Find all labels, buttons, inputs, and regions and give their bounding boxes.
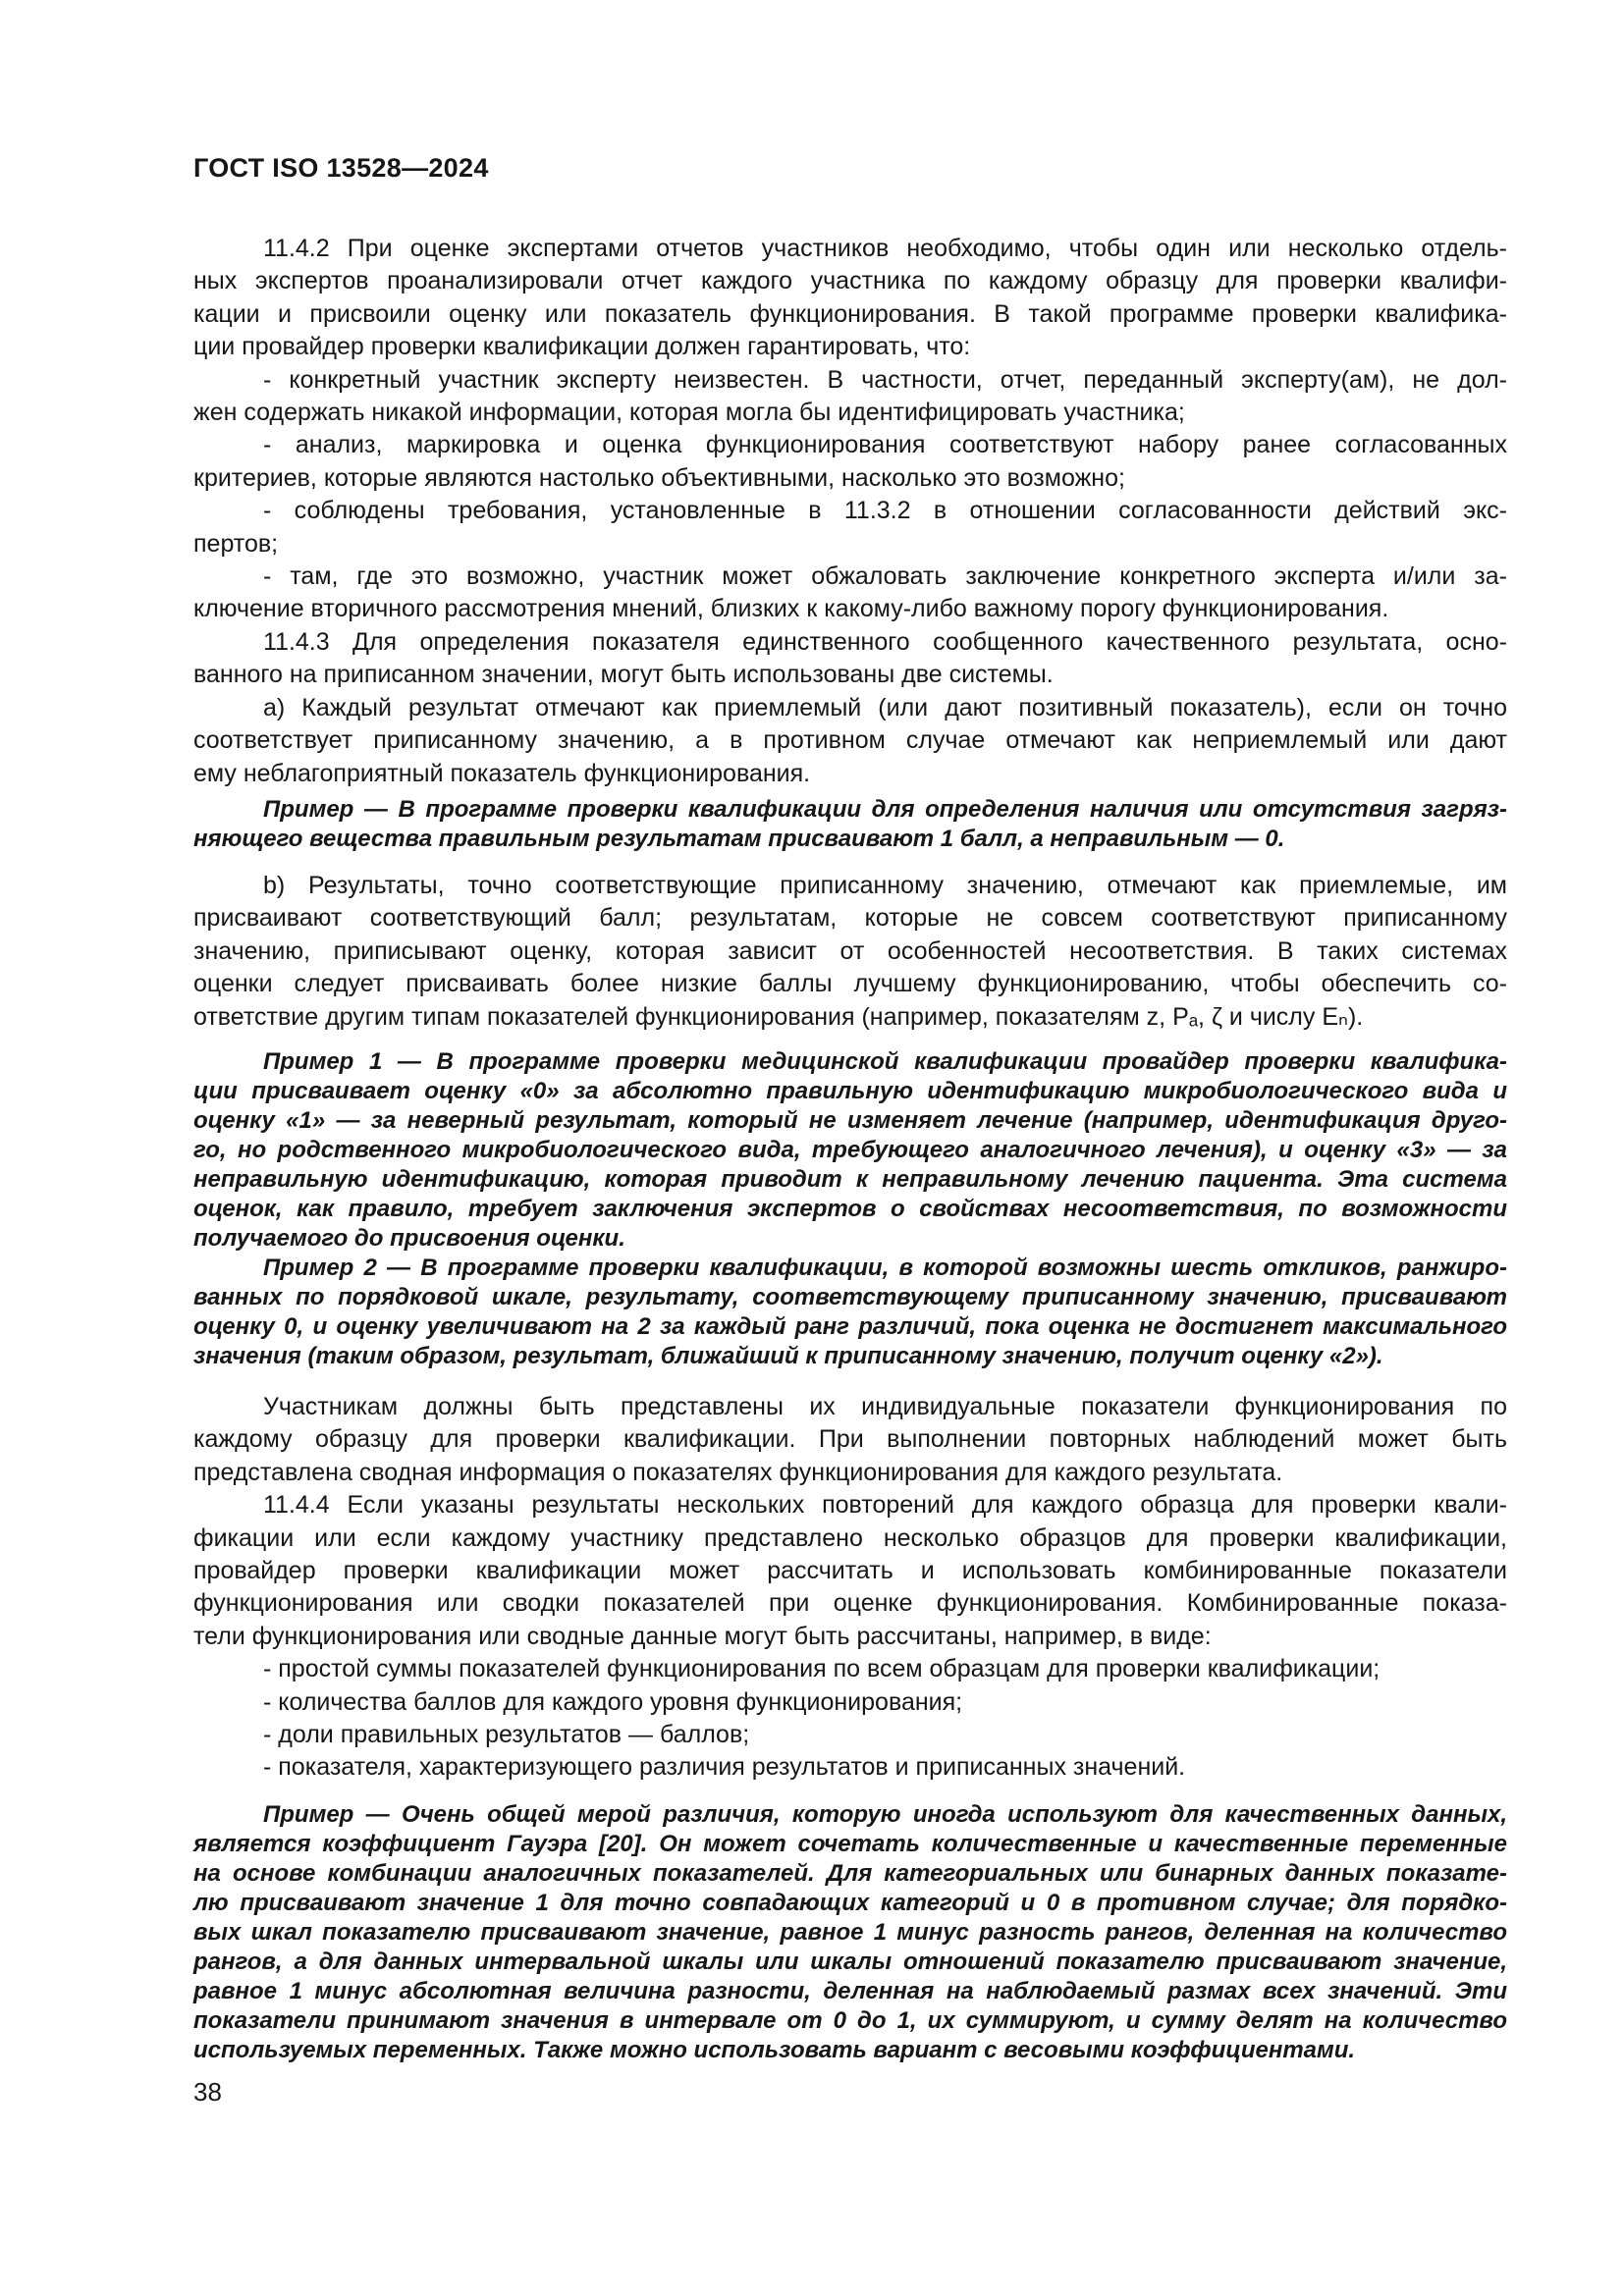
text-line: - конкретный участник эксперту неизвестен. В частности, отчет, переданный эксперту(ам), не дол- (263, 365, 1507, 394)
text-line: рангов, а для данных интервальной шкалы или шкалы отношений показателю присваивают значение, (193, 1948, 1507, 1975)
item-requirements-11-3-2 (193, 495, 1507, 561)
item-b (193, 870, 1507, 1034)
text-line: Пример — Очень общей мерой различия, которую иногда используют для качественных данных, (263, 1800, 1507, 1828)
text-line: 11.4.3 Для определения показателя единственного сообщенного качественного результата, осно- (263, 627, 1507, 656)
text-line: оценку «1» — за неверный результат, который не изменяет лечение (например, идентификация друго- (193, 1106, 1507, 1134)
text-line: провайдер проверки квалификации может рассчитать и использовать комбинированные показатели (193, 1556, 1507, 1584)
text-line: 11.4.4 Если указаны результаты нескольких повторений для каждого образца для проверки квали- (263, 1491, 1507, 1520)
text-line: оценки следует присваивать более низкие баллы лучшему функционированию, чтобы обеспечить со- (193, 970, 1507, 998)
text-line: Пример — В программе проверки квалификации для определения наличия или отсутствия загряз- (263, 795, 1507, 823)
text-line: b) Результаты, точно соответствующие приписанному значению, отмечают как приемлемые, им (263, 871, 1507, 899)
item-difference-indicator (193, 1751, 1507, 1784)
text-line: лю присваивают значение 1 для точно совпадающих категорий и 0 в противном случае; для порядко- (193, 1889, 1507, 1916)
text-line: ванных по порядковой шкале, результату, соответствующему приписанному значению, присваивают (193, 1283, 1507, 1310)
text-line: ции провайдер проверки квалификации должен гарантировать, что: (193, 333, 971, 361)
text-line: функционирования или сводки показателей при оценке функционирования. Комбинированные показа- (193, 1589, 1507, 1618)
example-1 (193, 1047, 1507, 1254)
item-sum (193, 1653, 1507, 1685)
example-2 (193, 1254, 1507, 1371)
example-a (193, 795, 1507, 854)
text-line: является коэффициент Гауэра [20]. Он может сочетать количественные и качественные переменные (193, 1830, 1507, 1857)
text-line: соответствует приписанному значению, а в противном случае отмечают как неприемлемый или дают (193, 726, 1507, 755)
text-line: a) Каждый результат отмечают как приемлемый (или дают позитивный показатель), если он точно (263, 693, 1507, 721)
text-line: - количества баллов для каждого уровня функционирования; (263, 1687, 963, 1716)
text-line: оценку 0, и оценку увеличивают на 2 за каждый ранг различий, пока оценка не достигнет максимального (193, 1312, 1507, 1340)
text-line: Пример 2 — В программе проверки квалификации, в которой возможны шесть откликов, ранжиро- (263, 1254, 1507, 1281)
text-line: - соблюдены требования, установленные в 11.3.2 в отношении согласованности действий экс- (263, 497, 1507, 525)
item-score-counts (193, 1686, 1507, 1719)
para-11-4-3 (193, 626, 1507, 692)
document-body (193, 233, 1507, 2065)
text-line: присваивают соответствующий балл; результатам, которые не совсем соответствуют приписанному (193, 904, 1507, 933)
item-share-correct (193, 1719, 1507, 1751)
text-line: используемых переменных. Также можно использовать вариант с весовыми коэффициентами. (193, 2036, 1356, 2063)
para-11-4-2 (193, 233, 1507, 364)
text-line: ных экспертов проанализировали отчет каждого участника по каждому образцу для проверки квалифи- (193, 267, 1507, 295)
text-line: вых шкал показателю присваивают значение, равное 1 минус разность рангов, деленная на количество (193, 1918, 1507, 1946)
text-line: получаемого до присвоения оценки. (193, 1224, 625, 1252)
text-line: жен содержать никакой информации, которая могла бы идентифицировать участника; (193, 399, 1185, 427)
text-line: - доли правильных результатов — баллов; (263, 1721, 750, 1748)
text-line: тели функционирования или сводные данные могут быть рассчитаны, например, в виде: (193, 1622, 1212, 1650)
text-line: значения (таким образом, результат, ближайший к приписанному значению, получит оценку «2»). (193, 1342, 1383, 1369)
para-11-4-4 (193, 1489, 1507, 1653)
text-line: няющего вещества правильным результатам присваивают 1 балл, а неправильным — 0. (193, 825, 1285, 852)
text-line: равное 1 минус абсолютная величина разности, деленная на наблюдаемый размах всех значений. Эти (193, 1977, 1507, 2004)
item-a (193, 692, 1507, 790)
item-appeal (193, 561, 1507, 626)
item-analysis-marking (193, 429, 1507, 495)
text-line: Пример 1 — В программе проверки медицинской квалификации провайдер проверки квалифика- (263, 1047, 1507, 1075)
text-line: неправильную идентификацию, которая приводит к неправильному лечению пациента. Эта система (193, 1165, 1507, 1193)
text-line: оценок, как правило, требует заключения экспертов о свойствах несоответствия, по возможности (193, 1195, 1507, 1222)
text-line: ему неблагоприятный показатель функционирования. (193, 759, 811, 787)
text-line: ции присваивает оценку «0» за абсолютно правильную идентификацию микробиологического вида и (193, 1077, 1507, 1104)
text-line: каждому образцу для проверки квалификации. При выполнении повторных наблюдений может быть (193, 1425, 1507, 1454)
text-line: фикации или если каждому участнику представлено несколько образцов для проверки квалификации, (193, 1523, 1507, 1552)
text-line: ответствие другим типам показателей функционирования (например, показателям z, Pₐ, ζ и числу Eₙ). (193, 1002, 1364, 1031)
text-line: - анализ, маркировка и оценка функционирования соответствуют набору ранее согласованных (263, 431, 1507, 459)
text-line: представлена сводная информация о показателях функционирования для каждого результата. (193, 1458, 1283, 1486)
text-line: - там, где это возможно, участник может обжаловать заключение конкретного эксперта и/или за- (263, 562, 1507, 591)
text-line: Участникам должны быть представлены их индивидуальные показатели функционирования по (263, 1392, 1507, 1420)
document-header: ГОСТ ISO 13528—2024 (193, 153, 489, 183)
text-line: критериев, которые являются настолько объективными, насколько это возможно; (193, 463, 1125, 492)
text-line: значению, приписывают оценку, которая зависит от особенностей несоответствия. В таких системах (193, 936, 1507, 965)
page-number: 38 (193, 2076, 222, 2107)
text-line: на основе комбинации аналогичных показателей. Для категориальных или бинарных данных показате- (193, 1859, 1507, 1887)
text-line: пертов; (193, 529, 279, 558)
text-line: 11.4.2 При оценке экспертами отчетов участников необходимо, чтобы один или несколько отдель- (263, 235, 1507, 262)
text-line: - показателя, характеризующего различия результатов и приписанных значений. (263, 1753, 1186, 1782)
text-line: кации и присвоили оценку или показатель функционирования. В такой программе проверки квалифика- (193, 299, 1507, 328)
para-participants (193, 1391, 1507, 1489)
text-line: показатели принимают значения в интервале от 0 до 1, их суммируют, и сумму делят на количество (193, 2006, 1507, 2034)
text-line: ванного на приписанном значении, могут быть использованы две системы. (193, 661, 1054, 689)
text-line: ключение вторичного рассмотрения мнений, близких к какому-либо важному порогу функционирования. (193, 595, 1389, 623)
item-expert-unknown (193, 364, 1507, 430)
text-line: го, но родственного микробиологического вида, требующего аналогичного лечения), и оценку «3» — за (193, 1136, 1507, 1163)
example-gower (193, 1800, 1507, 2065)
text-line: - простой суммы показателей функционирования по всем образцам для проверки квалификации; (263, 1655, 1380, 1683)
